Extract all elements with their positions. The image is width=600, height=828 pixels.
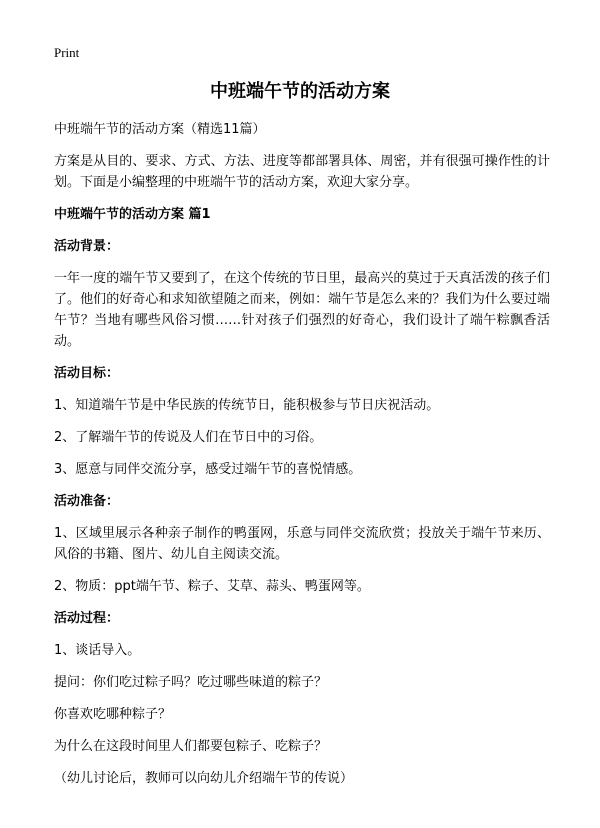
- goals-heading: 活动目标：: [54, 366, 120, 381]
- goal-item: 3、愿意与同伴交流分享，感受过端午节的喜悦情感。: [54, 462, 362, 477]
- process-item: 为什么在这段时间里人们都要包粽子、吃粽子？: [54, 739, 328, 754]
- goal-item: 1、知道端午节是中华民族的传统节日，能积极参与节日庆祝活动。: [54, 398, 440, 413]
- prep-heading: 活动准备：: [54, 494, 120, 509]
- section-title: 中班端午节的活动方案 篇1: [54, 207, 211, 222]
- goal-item: 2、了解端午节的传说及人们在节日中的习俗。: [54, 430, 323, 445]
- prep-item: 2、物质：ppt端午节、粽子、艾草、蒜头、鸭蛋网等。: [54, 579, 370, 594]
- process-item: （幼儿讨论后，教师可以向幼儿介绍端午节的传说）: [54, 771, 354, 786]
- process-item: 1、谈话导入。: [54, 643, 141, 658]
- process-item: 你喜欢吃哪种粽子？: [54, 707, 172, 722]
- background-paragraph: 一年一度的端午节又要到了，在这个传统的节日里，最高兴的莫过于天真活泼的孩子们了。他们的好奇心和求知欲望随之而来，例如：端午节是怎么来的？我们为什么要过端午节？当地有哪些风俗习惯……针对孩子们强烈的好奇心，我们设计了端午粽飘香活动。: [54, 271, 550, 349]
- print-link[interactable]: Print: [54, 45, 80, 60]
- prep-item: 1、区域里展示各种亲子制作的鸭蛋网，乐意与同伴交流欣赏；投放关于端午节来历、风俗的书籍、图片、幼儿自主阅读交流。: [54, 526, 550, 562]
- article-body: [54, 119, 550, 800]
- page-title: 中班端午节的活动方案: [210, 81, 390, 102]
- article-subtitle: 中班端午节的活动方案（精选11篇）: [54, 122, 266, 137]
- background-heading: 活动背景：: [54, 239, 120, 254]
- intro-paragraph: 方案是从目的、要求、方式、方法、进度等都部署具体、周密，并有很强可操作性的计划。下面是小编整理的中班端午节的活动方案，欢迎大家分享。: [54, 154, 550, 190]
- process-item: 提问：你们吃过粽子吗？吃过哪些味道的粽子？: [54, 675, 328, 690]
- process-heading: 活动过程：: [54, 611, 120, 626]
